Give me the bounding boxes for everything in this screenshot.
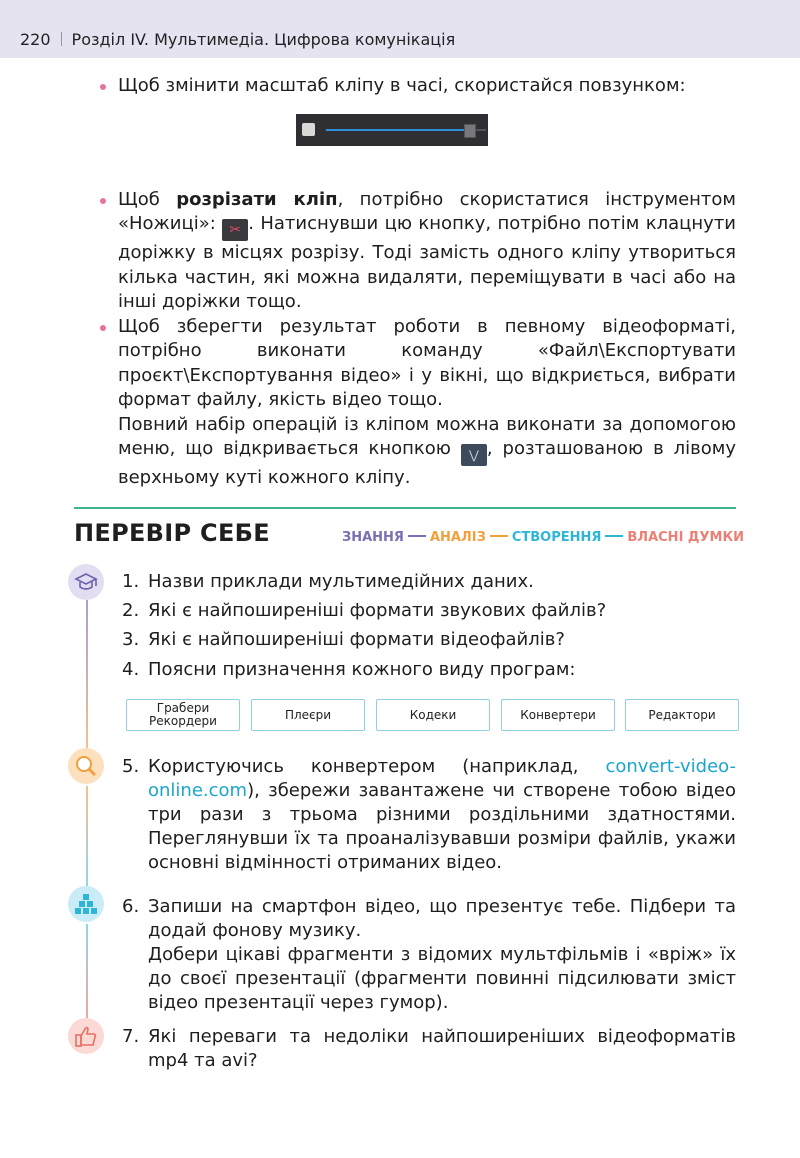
connector-line <box>86 786 88 886</box>
page-header <box>0 0 800 58</box>
question-text <box>148 755 736 875</box>
question-text: Які є найпоширеніші формати відеофайлів? <box>148 629 565 650</box>
skills-legend <box>342 530 744 545</box>
q6-part2: Добери цікаві фрагменти з відомих мультфільмів і «вріж» їх до своєї презентації (фрагменти повинні підсилювати зміст відео презентації через гумор). <box>148 944 736 1013</box>
bullet-cut-post: . Натиснувши цю кнопку, потрібно потім клацнути доріжку в місцях розрізу. Тоді замість одного кліпу утвориться кілька частин, які можна видаляти, переміщувати в часі або на інші доріжки тощо. <box>118 213 736 312</box>
question-number: 4. <box>122 659 140 680</box>
question-text: Поясни призначення кожного виду програм: <box>148 659 576 680</box>
bullet-cut-bold: розрізати кліп <box>176 188 338 210</box>
legend-dash <box>490 535 508 537</box>
legend-opinion: ВЛАСНІ ДУМКИ <box>627 530 744 545</box>
question-number: 7. <box>122 1026 140 1047</box>
creation-icon <box>68 886 104 922</box>
connector-line <box>86 600 88 748</box>
question-number: 3. <box>122 629 140 650</box>
question-5 <box>122 755 736 875</box>
question-number: 6. <box>122 896 140 917</box>
slider-thumb <box>464 124 476 138</box>
bullet-export <box>118 315 736 491</box>
bullet-cut-pre: Щоб <box>118 188 177 210</box>
question-number: 1. <box>122 571 140 592</box>
bullet-export-post: , розташованою в лівому верхньому куті кожного кліпу. <box>118 438 736 488</box>
legend-creation: СТВОРЕННЯ <box>511 530 602 545</box>
program-players: Плеєри <box>251 699 365 731</box>
question-4 <box>122 658 736 682</box>
question-number: 5. <box>122 756 140 777</box>
legend-knowledge: ЗНАННЯ <box>342 530 404 545</box>
legend-dash <box>605 535 623 537</box>
question-text <box>148 895 736 1015</box>
scissors-icon: ✂ <box>222 219 248 241</box>
question-text: Які є найпоширеніші формати звукових файлів? <box>148 600 607 621</box>
bullet-export-text: Щоб зберегти результат роботи в певному відеоформаті, потрібно виконати команду «Файл\Експортувати проєкт\Експортування відео» і у вікні, що відкриється, вибрати формат файлу, якість відео тощо. <box>118 315 736 410</box>
q6-part1: Запиши на смартфон відео, що презентує тебе. Підбери та додай фонову музику. <box>148 896 736 941</box>
header-divider <box>61 32 62 46</box>
question-text: Назви приклади мультимедійних даних. <box>148 571 534 592</box>
bullet-scale <box>118 74 736 99</box>
thumbs-up-icon <box>68 1018 104 1054</box>
q5-pre: Користуючись конвертером (наприклад, <box>148 756 606 777</box>
program-types <box>126 699 738 731</box>
zoom-icon <box>302 123 315 136</box>
legend-dash <box>408 535 426 537</box>
bullet-cut-mid: , потрібно скористатися інструментом «Ножиці»: <box>118 188 736 234</box>
slider-track <box>326 129 466 131</box>
question-3 <box>122 628 736 652</box>
converter-link[interactable]: convert-video-online.com <box>148 756 736 801</box>
chapter-title: Розділ IV. Мультимедіа. Цифрова комунікація <box>71 30 456 49</box>
question-7 <box>122 1025 736 1073</box>
legend-analysis: АНАЛІЗ <box>429 530 486 545</box>
clip-menu-icon: ⋁ <box>461 444 487 466</box>
program-codecs: Кодеки <box>376 699 490 731</box>
question-2 <box>122 599 736 623</box>
section-title: ПЕРЕВІР СЕБЕ <box>74 519 270 547</box>
bullet-export-pre: Повний набір операцій із кліпом можна виконати за допомогою меню, що відкривається кнопкою <box>118 413 736 459</box>
bullet-scale-text: Щоб змінити масштаб кліпу в часі, скористайся повзунком: <box>118 75 686 96</box>
slider-tail <box>476 129 486 131</box>
question-6 <box>122 895 736 1015</box>
program-grabbers: Грабери Рекордери <box>126 699 240 731</box>
header-text <box>20 30 455 49</box>
zoom-slider-illustration <box>296 114 488 146</box>
question-1 <box>122 570 736 594</box>
q5-post: ), збережи завантажене чи створене тобою відео три рази з трьома різними роздільними здатностями. Переглянувши їх та проаналізувавши розміри файлів, укажи основні відмінності отриманих відео. <box>148 780 736 873</box>
program-editors: Редактори <box>625 699 739 731</box>
question-number: 2. <box>122 600 140 621</box>
connector-line <box>86 924 88 1018</box>
program-converters: Конвертери <box>501 699 615 731</box>
question-text: Які переваги та недоліки найпоширеніших відеоформатів mp4 та avi? <box>148 1026 736 1071</box>
section-divider <box>74 507 736 509</box>
knowledge-icon <box>68 564 104 600</box>
analysis-icon <box>68 748 104 784</box>
page-number: 220 <box>20 30 51 49</box>
bullet-cut <box>118 188 736 315</box>
